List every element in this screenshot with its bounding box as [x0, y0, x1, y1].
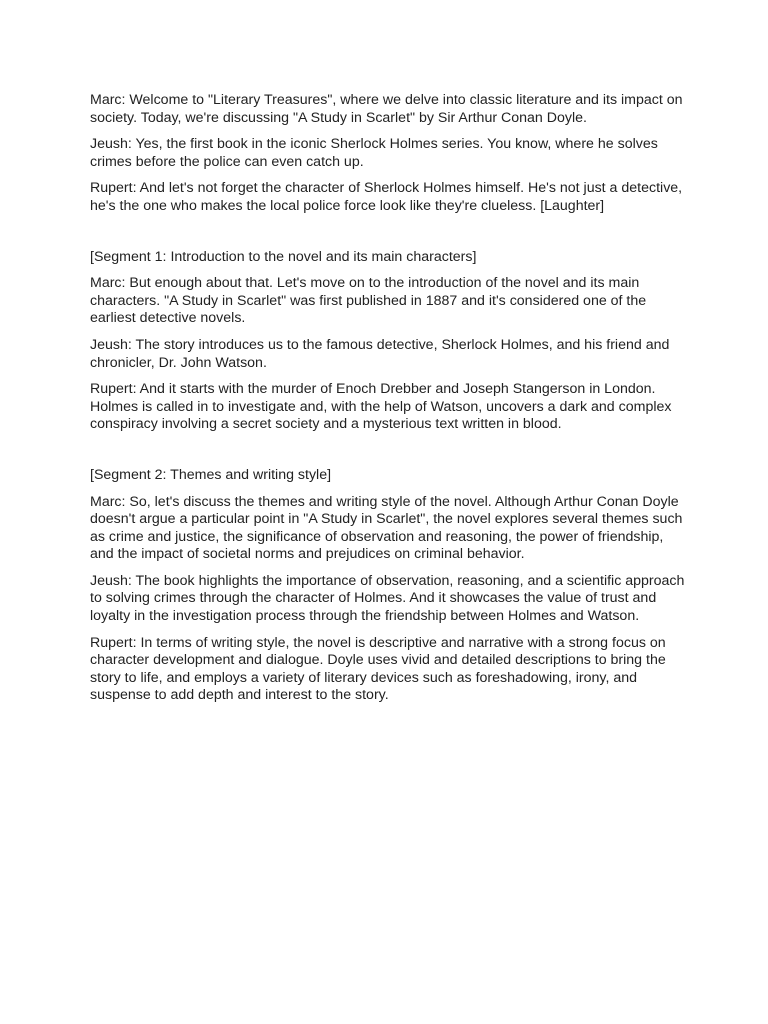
- segment-2-paragraph-jeush: Jeush: The book highlights the importance of observation, reasoning, and a scientific approach to solving crimes through the character of Holmes. And it showcases the value of trust and loyalty in the investigation process through the friendship between Holmes and Watson.: [90, 572, 685, 625]
- segment-1-paragraph-marc: Marc: But enough about that. Let's move on to the introduction of the novel and its main characters. "A Study in Scarlet" was first published in 1887 and it's considered one of the earliest detective novels.: [90, 275, 647, 327]
- segment-1-paragraph-jeush: Jeush: The story introduces us to the famous detective, Sherlock Holmes, and his friend and chronicler, Dr. John Watson.: [90, 336, 670, 371]
- segment-1-heading: [Segment 1: Introduction to the novel and its main characters]: [90, 248, 477, 265]
- segment-2-paragraph-rupert: Rupert: In terms of writing style, the novel is descriptive and narrative with a strong focus on character development and dialogue. Doyle uses vivid and detailed descriptions to bring the story to life, and employs a variety of literary devices such as foreshadowing, irony, and suspense to add depth and interest to the story.: [90, 634, 666, 704]
- intro-paragraph-jeush: Jeush: Yes, the first book in the iconic Sherlock Holmes series. You know, where he solves crimes before the police can even catch up.: [90, 136, 658, 170]
- segment-2-heading: [Segment 2: Themes and writing style]: [90, 466, 332, 483]
- intro-paragraph-rupert: Rupert: And let's not forget the character of Sherlock Holmes himself. He's not just a detective, he's the one who makes the local police force look like they're clueless. [Laughter]: [90, 180, 683, 214]
- transcript-body: [90, 92, 690, 714]
- segment-1-paragraph-rupert: Rupert: And it starts with the murder of Enoch Drebber and Joseph Stangerson in London. Holmes is called in to investigate and, with the help of Watson, uncovers a dark and complex conspiracy involving a secret society and a mysterious text written in blood.: [90, 381, 672, 433]
- segment-2-paragraph-marc: Marc: So, let's discuss the themes and writing style of the novel. Although Arthur Conan Doyle doesn't argue a particular point in "A Study in Scarlet", the novel explores several themes such as crime and justice, the significance of observation and reasoning, the power of friendship, and the impact of societal norms and prejudices on criminal behavior.: [90, 493, 683, 563]
- section-spacer: [90, 225, 690, 249]
- intro-paragraph-marc: Marc: Welcome to "Literary Treasures", where we delve into classic literature and its impact on society. Today, we're discussing "A Study in Scarlet" by Sir Arthur Conan Doyle.: [90, 92, 683, 126]
- section-spacer: [90, 443, 690, 467]
